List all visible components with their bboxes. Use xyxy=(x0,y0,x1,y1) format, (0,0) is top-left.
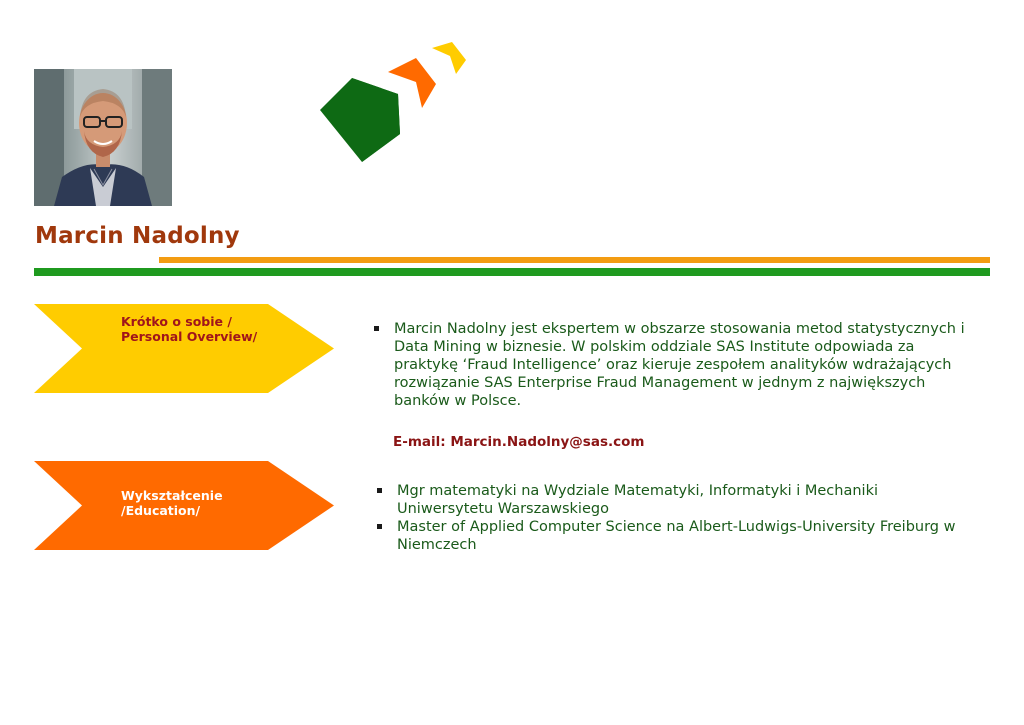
list-item: Mgr matematyki na Wydziale Matematyki, Informatyki i Mechaniki Uniwersytetu Warszawskiego xyxy=(374,482,974,518)
education-arrow xyxy=(34,461,334,550)
education-list xyxy=(374,482,974,554)
divider-orange xyxy=(159,257,990,263)
overview-list xyxy=(371,320,971,410)
education-label: Wykształcenie /Education/ xyxy=(121,488,223,518)
email-text: E-mail: Marcin.Nadolny@sas.com xyxy=(393,434,645,450)
logo-yellow-chevron xyxy=(432,42,466,74)
arrow-logo-icon xyxy=(318,38,468,168)
profile-photo xyxy=(34,69,172,206)
person-name: Marcin Nadolny xyxy=(35,223,240,249)
list-item: Master of Applied Computer Science na Albert-Ludwigs-University Freiburg w Niemczech xyxy=(374,518,974,554)
overview-arrow xyxy=(34,304,334,393)
overview-label: Krótko o sobie / Personal Overview/ xyxy=(121,314,258,344)
logo-green-chevron-shade xyxy=(320,78,400,162)
list-item: Marcin Nadolny jest ekspertem w obszarze stosowania metod statystycznych i Data Mining w biznesie. W polskim oddziale SAS Institute odpowiada za praktykę ‘Fraud Intelligence’ oraz kieruje zespołem analityków wdrażających rozwiązanie SAS Enterprise Fraud Management w jednym z największych banków w Polsce. xyxy=(371,320,971,410)
divider-green xyxy=(34,268,990,276)
